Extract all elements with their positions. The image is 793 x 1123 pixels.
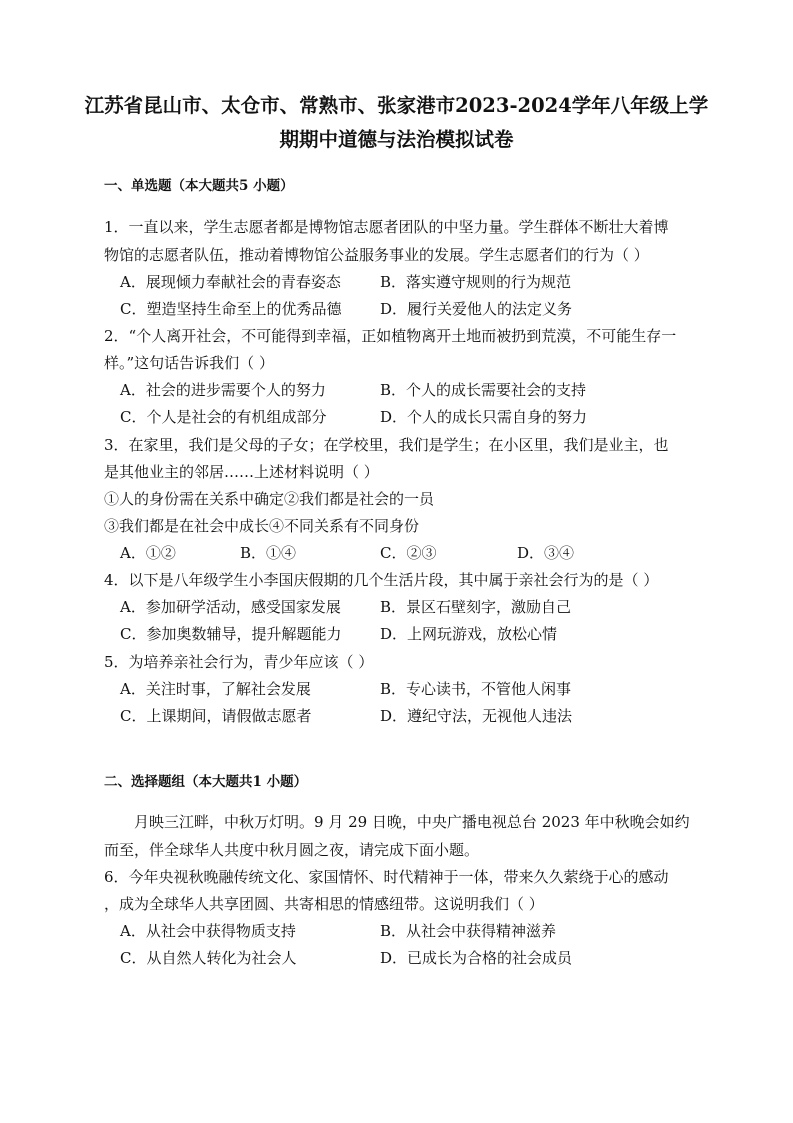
exam-title-line-2: 期期中道德与法治模拟试卷 <box>279 128 514 151</box>
q1-option-d: D．履行关爱他人的法定义务 <box>380 300 573 318</box>
q3-stem-line-1: 3．在家里，我们是父母的子女；在学校里，我们是学生；在小区里，我们是业主，也 <box>104 436 669 454</box>
q3-option-b: B．①④ <box>240 544 297 562</box>
q1-stem-line-1: 1．一直以来，学生志愿者都是博物馆志愿者团队的中坚力量。学生群体不断壮大着博 <box>104 218 669 236</box>
q5-stem-line-1: 5．为培养亲社会行为，青少年应该（ ） <box>104 653 374 671</box>
exam-title-line-1: 江苏省昆山市、太仓市、常熟市、张家港市2023-2024学年八年级上学 <box>84 94 709 117</box>
q1-option-c: C．塑造坚持生命至上的优秀品德 <box>120 300 342 318</box>
q6-option-c: C．从自然人转化为社会人 <box>120 949 297 967</box>
q4-option-d: D．上网玩游戏，放松心情 <box>380 625 558 643</box>
q3-stem-line-2: 是其他业主的邻居……上述材料说明（ ） <box>104 463 379 481</box>
q5-option-a: A．关注时事，了解社会发展 <box>120 680 311 698</box>
q4-option-c: C．参加奥数辅导，提升解题能力 <box>120 625 342 643</box>
section-2-intro-line-1: 月映三江畔，中秋万灯明。9 月 29 日晚，中央广播电视总台 2023 年中秋晚会如约 <box>134 813 690 831</box>
q4-option-a: A．参加研学活动，感受国家发展 <box>120 598 341 616</box>
q5-option-c: C．上课期间，请假做志愿者 <box>120 707 312 725</box>
q2-option-b: B．个人的成长需要社会的支持 <box>380 381 587 399</box>
q4-option-b: B．景区石壁刻字，激励自己 <box>380 598 572 616</box>
q5-option-b: B．专心读书，不管他人闲事 <box>380 680 572 698</box>
q6-stem-line-2: ，成为全球华人共享团圆、共寄相思的情感纽带。这说明我们（ ） <box>104 895 544 913</box>
q2-option-a: A．社会的进步需要个人的努力 <box>120 381 326 399</box>
q3-option-a: A．①② <box>120 544 176 562</box>
section-2-intro-line-2: 而至，伴全球华人共度中秋月圆之夜，请完成下面小题。 <box>104 841 480 859</box>
q1-option-b: B．落实遵守规则的行为规范 <box>380 273 572 291</box>
section-1-heading: 一、单选题（本大题共5 小题） <box>104 178 294 194</box>
q2-stem-line-1: 2．“个人离开社会，不可能得到幸福，正如植物离开土地而被扔到荒漠，不可能生存一 <box>104 327 677 345</box>
q1-stem-line-2: 物馆的志愿者队伍，推动着博物馆公益服务事业的发展。学生志愿者们的行为（ ） <box>104 246 649 264</box>
q6-option-a: A．从社会中获得物质支持 <box>120 922 296 940</box>
q2-option-d: D．个人的成长只需自身的努力 <box>380 408 588 426</box>
q3-statements-line-1: ①人的身份需在关系中确定②我们都是社会的一员 <box>104 490 435 508</box>
q2-option-c: C．个人是社会的有机组成部分 <box>120 408 327 426</box>
q4-stem-line-1: 4．以下是八年级学生小李国庆假期的几个生活片段，其中属于亲社会行为的是（ ） <box>104 571 659 589</box>
section-2-heading: 二、选择题组（本大题共1 小题） <box>104 774 308 790</box>
q5-option-d: D．遵纪守法，无视他人违法 <box>380 707 573 725</box>
q6-option-b: B．从社会中获得精神滋养 <box>380 922 557 940</box>
q3-option-c: C．②③ <box>380 544 437 562</box>
q1-option-a: A．展现倾力奉献社会的青春姿态 <box>120 273 341 291</box>
q6-option-d: D．已成长为合格的社会成员 <box>380 949 573 967</box>
q2-stem-line-2: 样。”这句话告诉我们（ ） <box>104 354 274 372</box>
q6-stem-line-1: 6．今年央视秋晚融传统文化、家国情怀、时代精神于一体，带来久久萦绕于心的感动 <box>104 868 669 886</box>
q3-option-d: D．③④ <box>517 544 575 562</box>
q3-statements-line-2: ③我们都是在社会中成长④不同关系有不同身份 <box>104 517 420 535</box>
